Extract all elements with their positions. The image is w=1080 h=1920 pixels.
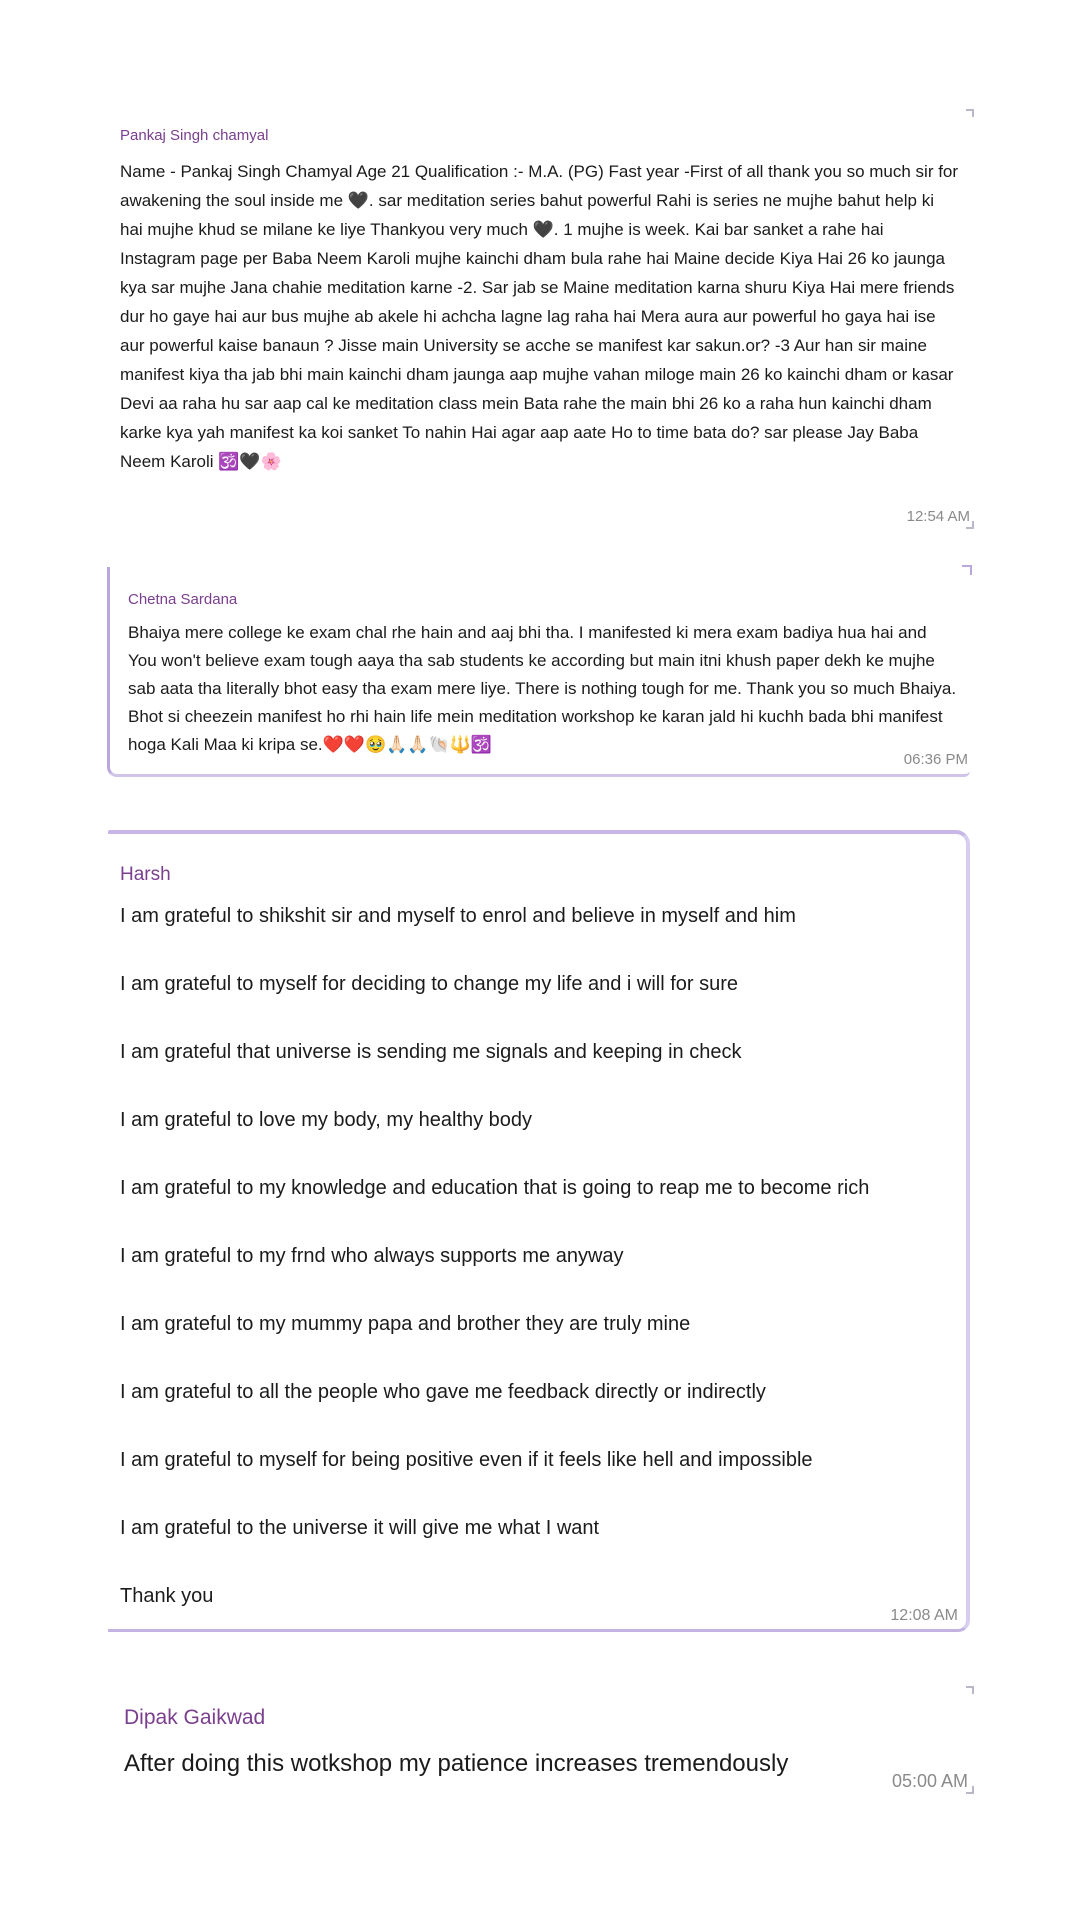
gratitude-line: I am grateful to myself for being positive even if it feels like hell and impossible [120, 1449, 813, 1471]
gratitude-line: I am grateful to love my body, my healthy body [120, 1109, 533, 1131]
bubble-corner-mark [966, 1786, 974, 1794]
bubble-corner-mark [966, 1686, 974, 1694]
bubble-corner-mark [962, 565, 972, 575]
message-text: Name - Pankaj Singh Chamyal Age 21 Qualification :- M.A. (PG) Fast year -First of all thank you so much sir for awakening the soul inside me 🖤. sar meditation series bahut powerful Rahi is series ne mujhe bahut help ki hai mujhe khud se milane ke liye Thankyou very much 🖤. 1 mujhe is week. Kai bar sanket a rahe hai Instagram page per Baba Neem Karoli mujhe kainchi dham bula rahe hai Maine decide Kiya Hai 26 ko jaunga kya sar mujhe Jana chahie meditation karne -2. Sar jab se Maine meditation karna shuru Kiya Hai mere friends dur ho gaye hai aur bus mujhe ab akele hi achcha lagne lag raha hai Mera aura aur powerful ho gaya hai ise aur powerful kaise banaun ? Jisse main University se acche se manifest kar sakun.or? -3 Aur han sir maine manifest kiya tha jab bhi main kainchi dham jaunga aap mujhe vahan miloge main 26 ko kainchi dham or kasar Devi aa raha hu sar aap cal ke meditation class mein Bata rahe the main bhi 26 ko a raha hun kainchi dham karke kya yah manifest ka koi sanket To nahin Hai agar aap aate Ho to time bata do? sar please Jay Baba Neem Karoli 🕉️🖤🌸 [120, 162, 959, 471]
message-bubble[interactable] [108, 830, 970, 1632]
message-bubble[interactable] [110, 1690, 970, 1800]
gratitude-line: I am grateful to myself for deciding to change my life and i will for sure [120, 973, 739, 995]
gratitude-line: Thank you [120, 1585, 214, 1607]
bubble-corner-mark [966, 521, 974, 529]
sender-name: Chetna Sardana [128, 591, 238, 608]
gratitude-line: I am grateful to my mummy papa and brother they are truly mine [120, 1313, 691, 1335]
message-time: 05:00 AM [891, 1771, 968, 1791]
gratitude-line: I am grateful to my knowledge and education that is going to reap me to become rich [120, 1177, 870, 1199]
message-text: After doing this wotkshop my patience increases tremendously [124, 1750, 789, 1777]
message-bubble[interactable] [107, 567, 970, 777]
message-text: Bhaiya mere college ke exam chal rhe hain and aaj bhi tha. I manifested ki mera exam badiya hua hai and You won't believe exam tough aaya tha sab students ke according but main itni khush paper dekh ke mujhe sab aata tha literally bhot easy tha exam mere liye. There is nothing tough for me. Thank you so much Bhaiya. Bhot si cheezein manifest ho rhi hain life mein meditation workshop ke karan jald hi kuchh bada bhi manifest hoga Kali Maa ki kripa se.❤️❤️🥹🙏🏻🙏🏻🐚🔱🕉️ [128, 623, 957, 754]
message-bubble[interactable] [110, 115, 970, 525]
gratitude-line: I am grateful to shikshit sir and myself to enrol and believe in myself and him [120, 905, 796, 927]
gratitude-line: I am grateful to all the people who gave me feedback directly or indirectly [120, 1381, 766, 1403]
gratitude-line: I am grateful that universe is sending me signals and keeping in check [120, 1041, 742, 1063]
gratitude-list [120, 902, 960, 1650]
sender-name: Harsh [120, 864, 171, 885]
message-time: 12:54 AM [906, 508, 970, 525]
sender-name: Pankaj Singh chamyal [120, 127, 269, 144]
message-time: 06:36 PM [903, 751, 968, 768]
gratitude-line: I am grateful to my frnd who always supports me anyway [120, 1245, 624, 1267]
bubble-corner-mark [966, 109, 974, 117]
sender-name: Dipak Gaikwad [124, 1706, 266, 1729]
message-time: 12:08 AM [890, 1607, 958, 1624]
gratitude-line: I am grateful to the universe it will give me what I want [120, 1517, 600, 1539]
